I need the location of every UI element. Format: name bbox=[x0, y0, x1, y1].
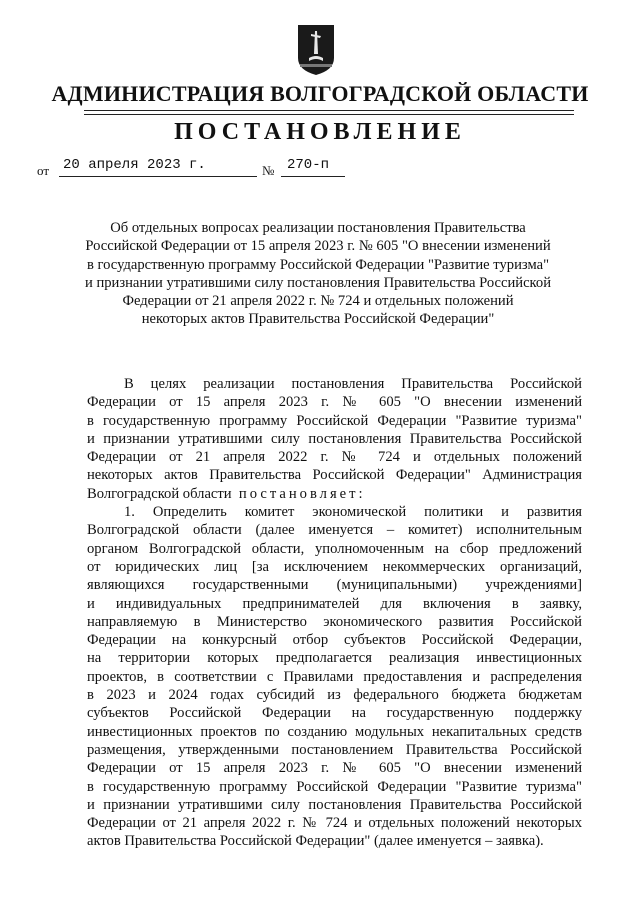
document-number: 270-п bbox=[281, 157, 345, 177]
clause-line: и признании утратившими силу постановления Правительства Российской bbox=[87, 796, 582, 813]
document-title bbox=[78, 219, 558, 329]
title-line: Об отдельных вопросах реализации постановления Правительства bbox=[110, 220, 526, 236]
clause-line: Волгоградской области (далее именуется – комитет) исполнительным bbox=[87, 522, 582, 539]
clause-line: от юридических лиц [за исключением некоммерческих организаций, bbox=[87, 558, 582, 575]
document-type-heading: ПОСТАНОВЛЕНИЕ bbox=[174, 119, 466, 145]
preamble-line: и признании утратившими силу постановления Правительства Российской bbox=[87, 430, 582, 447]
title-line: в государственную программу Российской Федерации "Развитие туризма" bbox=[86, 256, 550, 273]
document-body bbox=[87, 375, 582, 851]
preamble-line: в государственную программу Российской Федерации "Развитие туризма" bbox=[87, 412, 582, 429]
preamble-line: некоторых актов Правительства Российской Федерации" Администрация bbox=[87, 467, 582, 484]
clause-line: проектов, в соответствии с Правилами предоставления и распределения bbox=[87, 668, 582, 685]
clause-line: направляемую в Министерство экономического развития Российской bbox=[87, 613, 582, 630]
clause-line: актов Правительства Российской Федерации" (далее именуется – заявка). bbox=[87, 833, 544, 850]
clause-line: органом Волгоградской области, уполномоченным на сбор предложений bbox=[87, 540, 582, 557]
preamble-line: В целях реализации постановления Правительства Российской bbox=[124, 376, 582, 392]
clause-line: Федерации от 15 апреля 2023 г. № 605 "О внесении изменений bbox=[87, 760, 582, 777]
clause-line: 1. Определить комитет экономической политики и развития bbox=[124, 504, 582, 521]
title-line: и признании утратившими силу постановления Правительства Российской bbox=[84, 274, 552, 291]
clause-line: являющихся государственными (муниципальными) учреждениями] bbox=[87, 577, 582, 594]
clause-line: инвестиционных проектов по созданию модульных некапитальных средств bbox=[87, 723, 582, 740]
preamble-line: Федерации от 15 апреля 2023 г. № 605 "О внесении изменений bbox=[87, 394, 582, 411]
decrees-word: постановляет: bbox=[238, 485, 366, 502]
clause-line: Федерации на конкурсный отбор субъектов Российской Федерации, bbox=[87, 632, 582, 649]
header-divider-top bbox=[84, 110, 574, 111]
clause-line: размещения, утвержденными постановлением Правительства Российской bbox=[87, 741, 582, 758]
clause-line: и индивидуальных предпринимателей для включения в заявку, bbox=[87, 595, 582, 612]
organization-name: АДМИНИСТРАЦИЯ ВОЛГОГРАДСКОЙ ОБЛАСТИ bbox=[51, 81, 589, 106]
preamble-end: Волгоградской области bbox=[87, 485, 232, 502]
preamble-line: Федерации от 21 апреля 2022 г. № 724 и отдельных положений bbox=[87, 449, 582, 466]
clause-line: в государственную программу Российской Федерации "Развитие туризма" bbox=[87, 778, 582, 795]
preamble-closing-line bbox=[87, 485, 582, 503]
clause-line: в 2023 и 2024 годах субсидий из федерального бюджета бюджетам bbox=[87, 687, 582, 704]
title-line: Российской Федерации от 15 апреля 2023 г. № 605 "О внесении изменений bbox=[85, 238, 551, 255]
clause-line: на территории которых предполагается реализация инвестиционных bbox=[87, 650, 582, 667]
coat-of-arms-emblem bbox=[297, 24, 335, 76]
clause-line: Федерации от 21 апреля 2022 г. № 724 и отдельных положений некоторых bbox=[87, 815, 582, 832]
title-line: Федерации от 21 апреля 2022 г. № 724 и отдельных положений bbox=[122, 293, 514, 310]
date-prefix: от bbox=[37, 163, 50, 178]
title-line: некоторых актов Правительства Российской Федерации" bbox=[141, 311, 495, 328]
number-sign: № bbox=[262, 163, 275, 178]
clause-line: субъектов Российской Федерации на государственную поддержку bbox=[87, 705, 582, 722]
header-divider-bottom bbox=[84, 114, 574, 115]
document-date: 20 апреля 2023 г. bbox=[59, 157, 257, 177]
